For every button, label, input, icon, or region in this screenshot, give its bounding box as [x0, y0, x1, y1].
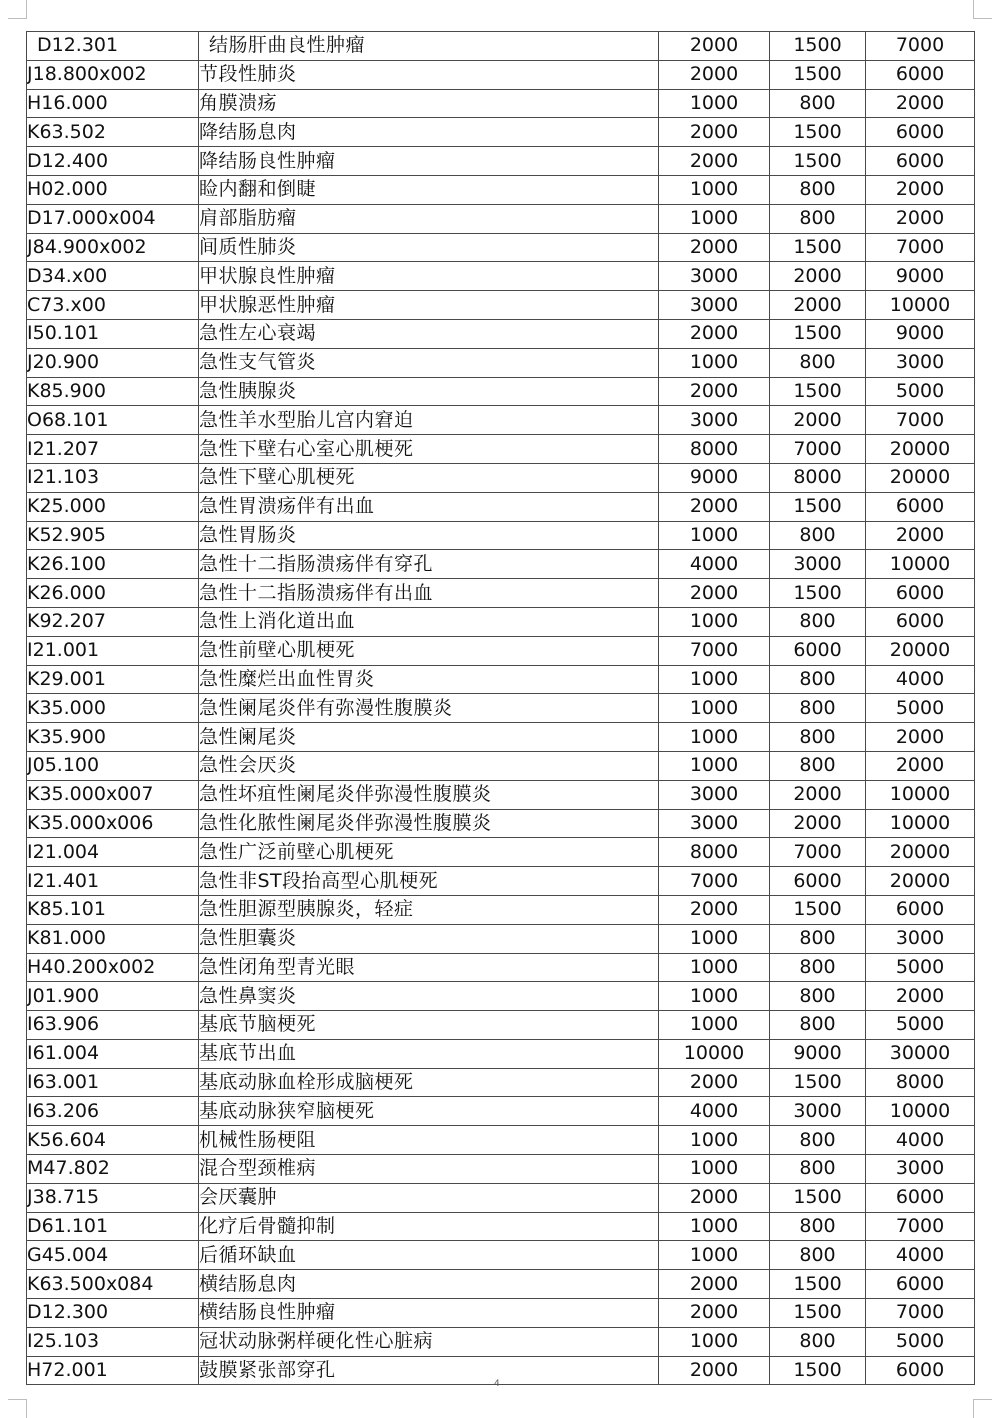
diagnosis-code-cell: H16.000 [27, 89, 199, 118]
diagnosis-code-cell: K85.900 [27, 377, 199, 406]
fee-value-1-cell: 2000 [659, 32, 770, 61]
diagnosis-code-cell: K52.905 [27, 521, 199, 550]
diagnosis-name-cell: 会厌囊肿 [199, 1183, 659, 1212]
diagnosis-code-cell: O68.101 [27, 406, 199, 435]
fee-value-1-cell: 9000 [659, 463, 770, 492]
diagnosis-name-cell: 基底动脉狭窄脑梗死 [199, 1097, 659, 1126]
fee-value-2-cell: 1500 [770, 492, 866, 521]
table-row [27, 521, 975, 550]
table-row [27, 60, 975, 89]
fee-value-2-cell: 800 [770, 1212, 866, 1241]
diagnosis-code-cell: K92.207 [27, 607, 199, 636]
fee-value-2-cell: 7000 [770, 838, 866, 867]
table-row [27, 982, 975, 1011]
fee-value-3-cell: 3000 [866, 348, 975, 377]
diagnosis-code-cell: I21.103 [27, 463, 199, 492]
fee-value-2-cell: 7000 [770, 435, 866, 464]
diagnosis-code-cell: J84.900x002 [27, 233, 199, 262]
fee-value-3-cell: 2000 [866, 751, 975, 780]
diagnosis-name-cell: 急性十二指肠溃疡伴有出血 [199, 579, 659, 608]
fee-value-2-cell: 1500 [770, 32, 866, 61]
diagnosis-name-cell: 急性非ST段抬高型心肌梗死 [199, 867, 659, 896]
diagnosis-name-cell: 急性胰腺炎 [199, 377, 659, 406]
diagnosis-code-cell: G45.004 [27, 1241, 199, 1270]
table-row [27, 492, 975, 521]
table-row [27, 175, 975, 204]
table-row [27, 1327, 975, 1356]
diagnosis-code-cell: K63.500x084 [27, 1270, 199, 1299]
table-row [27, 377, 975, 406]
fee-value-3-cell: 2000 [866, 521, 975, 550]
diagnosis-name-cell: 基底节脑梗死 [199, 1011, 659, 1040]
fee-value-3-cell: 7000 [866, 233, 975, 262]
fee-value-1-cell: 1000 [659, 665, 770, 694]
diagnosis-name-cell: 急性胃肠炎 [199, 521, 659, 550]
fee-value-3-cell: 10000 [866, 780, 975, 809]
table-row [27, 118, 975, 147]
table-row [27, 665, 975, 694]
table-row [27, 1270, 975, 1299]
diagnosis-code-cell: J01.900 [27, 982, 199, 1011]
table-row [27, 579, 975, 608]
fee-value-3-cell: 9000 [866, 319, 975, 348]
fee-value-2-cell: 1500 [770, 895, 866, 924]
fee-value-3-cell: 20000 [866, 838, 975, 867]
diagnosis-name-cell: 急性下壁心肌梗死 [199, 463, 659, 492]
diagnosis-name-cell: 急性会厌炎 [199, 751, 659, 780]
diagnosis-code-cell: I25.103 [27, 1327, 199, 1356]
fee-value-1-cell: 1000 [659, 1241, 770, 1270]
diagnosis-code-cell: K26.100 [27, 550, 199, 579]
fee-value-1-cell: 1000 [659, 1155, 770, 1184]
fee-value-2-cell: 1500 [770, 147, 866, 176]
fee-value-2-cell: 1500 [770, 60, 866, 89]
diagnosis-code-cell: K63.502 [27, 118, 199, 147]
fee-value-1-cell: 1000 [659, 89, 770, 118]
fee-value-1-cell: 3000 [659, 780, 770, 809]
fee-value-2-cell: 800 [770, 1241, 866, 1270]
diagnosis-code-cell: J18.800x002 [27, 60, 199, 89]
diagnosis-name-cell: 角膜溃疡 [199, 89, 659, 118]
diagnosis-name-cell: 急性左心衰竭 [199, 319, 659, 348]
table-row [27, 233, 975, 262]
fee-value-1-cell: 2000 [659, 1068, 770, 1097]
fee-value-1-cell: 2000 [659, 1356, 770, 1385]
table-row [27, 924, 975, 953]
diagnosis-name-cell: 降结肠息肉 [199, 118, 659, 147]
table-row [27, 319, 975, 348]
fee-value-3-cell: 6000 [866, 118, 975, 147]
diagnosis-code-cell: I61.004 [27, 1039, 199, 1068]
table-row [27, 291, 975, 320]
fee-value-1-cell: 2000 [659, 147, 770, 176]
diagnosis-code-cell: H40.200x002 [27, 953, 199, 982]
fee-value-2-cell: 800 [770, 521, 866, 550]
diagnosis-name-cell: 横结肠息肉 [199, 1270, 659, 1299]
fee-value-1-cell: 10000 [659, 1039, 770, 1068]
fee-value-2-cell: 800 [770, 665, 866, 694]
table-row [27, 1068, 975, 1097]
diagnosis-code-cell: I63.001 [27, 1068, 199, 1097]
fee-value-2-cell: 2000 [770, 291, 866, 320]
crop-mark-top-right [973, 0, 992, 19]
fee-value-3-cell: 10000 [866, 550, 975, 579]
fee-value-2-cell: 2000 [770, 406, 866, 435]
diagnosis-name-cell: 急性胃溃疡伴有出血 [199, 492, 659, 521]
fee-value-3-cell: 6000 [866, 895, 975, 924]
diagnosis-name-cell: 机械性肠梗阻 [199, 1126, 659, 1155]
fee-value-1-cell: 1000 [659, 521, 770, 550]
fee-value-3-cell: 20000 [866, 463, 975, 492]
fee-value-1-cell: 1000 [659, 694, 770, 723]
table-row [27, 550, 975, 579]
diagnosis-name-cell: 化疗后骨髓抑制 [199, 1212, 659, 1241]
fee-value-1-cell: 2000 [659, 118, 770, 147]
table-row [27, 262, 975, 291]
fee-value-3-cell: 7000 [866, 1299, 975, 1328]
fee-value-3-cell: 6000 [866, 147, 975, 176]
diagnosis-code-cell: H72.001 [27, 1356, 199, 1385]
diagnosis-name-cell: 结肠肝曲良性肿瘤 [199, 32, 659, 61]
table-row [27, 867, 975, 896]
fee-value-2-cell: 1500 [770, 118, 866, 147]
fee-value-3-cell: 5000 [866, 377, 975, 406]
fee-value-1-cell: 2000 [659, 1270, 770, 1299]
diagnosis-name-cell: 急性下壁右心室心肌梗死 [199, 435, 659, 464]
diagnosis-code-cell: K25.000 [27, 492, 199, 521]
fee-value-2-cell: 1500 [770, 233, 866, 262]
diagnosis-code-cell: I50.101 [27, 319, 199, 348]
fee-value-3-cell: 5000 [866, 1327, 975, 1356]
fee-value-1-cell: 1000 [659, 1126, 770, 1155]
fee-value-1-cell: 2000 [659, 579, 770, 608]
fee-value-3-cell: 2000 [866, 89, 975, 118]
diagnosis-code-cell: I63.906 [27, 1011, 199, 1040]
fee-value-1-cell: 3000 [659, 809, 770, 838]
diagnosis-code-cell: D12.300 [27, 1299, 199, 1328]
fee-value-2-cell: 800 [770, 751, 866, 780]
fee-value-2-cell: 1500 [770, 1183, 866, 1212]
diagnosis-name-cell: 冠状动脉粥样硬化性心脏病 [199, 1327, 659, 1356]
diagnosis-code-cell: I63.206 [27, 1097, 199, 1126]
fee-value-2-cell: 6000 [770, 636, 866, 665]
fee-value-2-cell: 800 [770, 607, 866, 636]
diagnosis-name-cell: 节段性肺炎 [199, 60, 659, 89]
page-number: 4 [494, 1379, 500, 1389]
fee-value-3-cell: 4000 [866, 1241, 975, 1270]
fee-value-1-cell: 1000 [659, 723, 770, 752]
fee-value-3-cell: 6000 [866, 1356, 975, 1385]
fee-value-2-cell: 800 [770, 1327, 866, 1356]
fee-value-2-cell: 800 [770, 1126, 866, 1155]
diagnosis-name-cell: 急性糜烂出血性胃炎 [199, 665, 659, 694]
fee-value-3-cell: 3000 [866, 1155, 975, 1184]
table-row [27, 89, 975, 118]
fee-value-2-cell: 6000 [770, 867, 866, 896]
table-row [27, 1356, 975, 1385]
table-row [27, 1126, 975, 1155]
fee-value-3-cell: 5000 [866, 694, 975, 723]
diagnosis-name-cell: 间质性肺炎 [199, 233, 659, 262]
fee-value-3-cell: 2000 [866, 723, 975, 752]
fee-value-2-cell: 1500 [770, 1356, 866, 1385]
diagnosis-code-cell: D34.x00 [27, 262, 199, 291]
fee-value-2-cell: 3000 [770, 1097, 866, 1126]
diagnosis-code-cell: K56.604 [27, 1126, 199, 1155]
diagnosis-code-cell: J20.900 [27, 348, 199, 377]
diagnosis-code-cell: D17.000x004 [27, 204, 199, 233]
diagnosis-code-cell: D61.101 [27, 1212, 199, 1241]
table-row [27, 1183, 975, 1212]
table-row [27, 435, 975, 464]
fee-value-2-cell: 1500 [770, 1270, 866, 1299]
diagnosis-code-cell: K35.000x007 [27, 780, 199, 809]
fee-value-3-cell: 10000 [866, 291, 975, 320]
fee-value-1-cell: 2000 [659, 1299, 770, 1328]
diagnosis-name-cell: 急性坏疽性阑尾炎伴弥漫性腹膜炎 [199, 780, 659, 809]
table-row [27, 1241, 975, 1270]
diagnosis-name-cell: 横结肠良性肿瘤 [199, 1299, 659, 1328]
fee-value-2-cell: 800 [770, 694, 866, 723]
fee-value-2-cell: 8000 [770, 463, 866, 492]
fee-value-1-cell: 1000 [659, 1011, 770, 1040]
diagnosis-name-cell: 急性胆源型胰腺炎，轻症 [199, 895, 659, 924]
table-row [27, 348, 975, 377]
fee-value-1-cell: 7000 [659, 867, 770, 896]
table-row [27, 723, 975, 752]
table-row [27, 809, 975, 838]
fee-value-2-cell: 800 [770, 1155, 866, 1184]
diagnosis-name-cell: 急性前壁心肌梗死 [199, 636, 659, 665]
diagnosis-name-cell: 急性上消化道出血 [199, 607, 659, 636]
fee-value-1-cell: 1000 [659, 607, 770, 636]
diagnosis-name-cell: 甲状腺恶性肿瘤 [199, 291, 659, 320]
fee-value-2-cell: 2000 [770, 262, 866, 291]
fee-value-1-cell: 8000 [659, 435, 770, 464]
diagnosis-code-cell: K81.000 [27, 924, 199, 953]
diagnosis-name-cell: 急性化脓性阑尾炎伴弥漫性腹膜炎 [199, 809, 659, 838]
fee-value-1-cell: 7000 [659, 636, 770, 665]
fee-value-3-cell: 6000 [866, 579, 975, 608]
fee-value-2-cell: 9000 [770, 1039, 866, 1068]
diagnosis-code-cell: C73.x00 [27, 291, 199, 320]
fee-value-1-cell: 1000 [659, 751, 770, 780]
fee-value-3-cell: 2000 [866, 175, 975, 204]
diagnosis-code-cell: K35.000x006 [27, 809, 199, 838]
diagnosis-code-cell: D12.301 [27, 32, 199, 61]
diagnosis-code-cell: J38.715 [27, 1183, 199, 1212]
table-row [27, 780, 975, 809]
fee-value-2-cell: 2000 [770, 809, 866, 838]
fee-value-2-cell: 800 [770, 953, 866, 982]
fee-value-3-cell: 5000 [866, 953, 975, 982]
fee-value-1-cell: 8000 [659, 838, 770, 867]
fee-value-1-cell: 2000 [659, 1183, 770, 1212]
crop-mark-bottom-right [973, 1399, 992, 1418]
diagnosis-code-cell: K85.101 [27, 895, 199, 924]
diagnosis-code-cell: I21.401 [27, 867, 199, 896]
fee-value-2-cell: 1500 [770, 1299, 866, 1328]
diagnosis-name-cell: 急性阑尾炎伴有弥漫性腹膜炎 [199, 694, 659, 723]
diagnosis-fee-table [26, 31, 975, 1385]
crop-mark-bottom-left [8, 1399, 27, 1418]
fee-value-3-cell: 6000 [866, 60, 975, 89]
crop-mark-top-left [8, 0, 27, 19]
diagnosis-code-cell: M47.802 [27, 1155, 199, 1184]
fee-value-2-cell: 1500 [770, 579, 866, 608]
table-row [27, 147, 975, 176]
table-row [27, 607, 975, 636]
fee-value-1-cell: 4000 [659, 1097, 770, 1126]
fee-value-2-cell: 800 [770, 723, 866, 752]
fee-value-3-cell: 3000 [866, 924, 975, 953]
fee-value-1-cell: 1000 [659, 982, 770, 1011]
table-body [27, 32, 975, 1385]
fee-value-3-cell: 6000 [866, 1270, 975, 1299]
diagnosis-code-cell: I21.001 [27, 636, 199, 665]
fee-value-3-cell: 8000 [866, 1068, 975, 1097]
diagnosis-name-cell: 急性闭角型青光眼 [199, 953, 659, 982]
fee-value-3-cell: 7000 [866, 406, 975, 435]
fee-value-3-cell: 5000 [866, 1011, 975, 1040]
table-row [27, 1039, 975, 1068]
fee-value-1-cell: 2000 [659, 319, 770, 348]
fee-value-2-cell: 1500 [770, 319, 866, 348]
diagnosis-name-cell: 睑内翻和倒睫 [199, 175, 659, 204]
diagnosis-code-cell: I21.004 [27, 838, 199, 867]
diagnosis-name-cell: 甲状腺良性肿瘤 [199, 262, 659, 291]
fee-value-1-cell: 1000 [659, 1327, 770, 1356]
table-row [27, 1212, 975, 1241]
fee-value-3-cell: 6000 [866, 1183, 975, 1212]
diagnosis-code-cell: K35.900 [27, 723, 199, 752]
diagnosis-name-cell: 急性胆囊炎 [199, 924, 659, 953]
fee-value-1-cell: 1000 [659, 953, 770, 982]
table-row [27, 406, 975, 435]
diagnosis-name-cell: 急性支气管炎 [199, 348, 659, 377]
table-row [27, 1097, 975, 1126]
fee-value-3-cell: 7000 [866, 1212, 975, 1241]
diagnosis-code-cell: K29.001 [27, 665, 199, 694]
table-row [27, 953, 975, 982]
diagnosis-name-cell: 降结肠良性肿瘤 [199, 147, 659, 176]
diagnosis-name-cell: 鼓膜紧张部穿孔 [199, 1356, 659, 1385]
fee-value-1-cell: 3000 [659, 262, 770, 291]
fee-value-2-cell: 800 [770, 175, 866, 204]
fee-value-3-cell: 2000 [866, 204, 975, 233]
fee-value-3-cell: 20000 [866, 435, 975, 464]
table-row [27, 636, 975, 665]
fee-value-2-cell: 800 [770, 348, 866, 377]
fee-value-3-cell: 10000 [866, 809, 975, 838]
fee-value-2-cell: 1500 [770, 1068, 866, 1097]
fee-value-2-cell: 800 [770, 89, 866, 118]
table-row [27, 895, 975, 924]
fee-value-1-cell: 1000 [659, 204, 770, 233]
fee-value-1-cell: 2000 [659, 233, 770, 262]
fee-value-3-cell: 2000 [866, 982, 975, 1011]
table-row [27, 1299, 975, 1328]
fee-value-1-cell: 2000 [659, 895, 770, 924]
fee-value-2-cell: 800 [770, 204, 866, 233]
fee-value-2-cell: 800 [770, 982, 866, 1011]
diagnosis-name-cell: 急性羊水型胎儿宫内窘迫 [199, 406, 659, 435]
fee-value-3-cell: 10000 [866, 1097, 975, 1126]
fee-value-1-cell: 3000 [659, 406, 770, 435]
diagnosis-name-cell: 急性阑尾炎 [199, 723, 659, 752]
fee-value-1-cell: 2000 [659, 60, 770, 89]
fee-value-1-cell: 3000 [659, 291, 770, 320]
fee-value-1-cell: 4000 [659, 550, 770, 579]
table-row [27, 838, 975, 867]
diagnosis-name-cell: 基底节出血 [199, 1039, 659, 1068]
table-row [27, 1155, 975, 1184]
fee-value-1-cell: 2000 [659, 492, 770, 521]
table-row [27, 463, 975, 492]
fee-value-1-cell: 1000 [659, 924, 770, 953]
fee-value-3-cell: 9000 [866, 262, 975, 291]
table-row [27, 1011, 975, 1040]
diagnosis-code-cell: I21.207 [27, 435, 199, 464]
fee-value-3-cell: 6000 [866, 492, 975, 521]
diagnosis-code-cell: H02.000 [27, 175, 199, 204]
diagnosis-code-cell: D12.400 [27, 147, 199, 176]
fee-value-1-cell: 2000 [659, 377, 770, 406]
fee-value-1-cell: 1000 [659, 1212, 770, 1241]
fee-value-2-cell: 800 [770, 924, 866, 953]
diagnosis-code-cell: K26.000 [27, 579, 199, 608]
diagnosis-name-cell: 急性十二指肠溃疡伴有穿孔 [199, 550, 659, 579]
fee-value-3-cell: 6000 [866, 607, 975, 636]
fee-value-2-cell: 2000 [770, 780, 866, 809]
table-row [27, 32, 975, 61]
table-row [27, 204, 975, 233]
diagnosis-name-cell: 基底动脉血栓形成脑梗死 [199, 1068, 659, 1097]
fee-value-3-cell: 30000 [866, 1039, 975, 1068]
diagnosis-name-cell: 混合型颈椎病 [199, 1155, 659, 1184]
table-row [27, 694, 975, 723]
fee-value-3-cell: 4000 [866, 1126, 975, 1155]
fee-value-3-cell: 20000 [866, 636, 975, 665]
diagnosis-code-cell: K35.000 [27, 694, 199, 723]
diagnosis-name-cell: 急性鼻窦炎 [199, 982, 659, 1011]
diagnosis-name-cell: 急性广泛前壁心肌梗死 [199, 838, 659, 867]
fee-value-3-cell: 7000 [866, 32, 975, 61]
diagnosis-name-cell: 肩部脂肪瘤 [199, 204, 659, 233]
fee-value-2-cell: 3000 [770, 550, 866, 579]
fee-value-2-cell: 800 [770, 1011, 866, 1040]
fee-value-2-cell: 1500 [770, 377, 866, 406]
fee-value-3-cell: 4000 [866, 665, 975, 694]
fee-value-1-cell: 1000 [659, 348, 770, 377]
table-row [27, 751, 975, 780]
diagnosis-name-cell: 后循环缺血 [199, 1241, 659, 1270]
fee-value-3-cell: 20000 [866, 867, 975, 896]
fee-value-1-cell: 1000 [659, 175, 770, 204]
diagnosis-code-cell: J05.100 [27, 751, 199, 780]
